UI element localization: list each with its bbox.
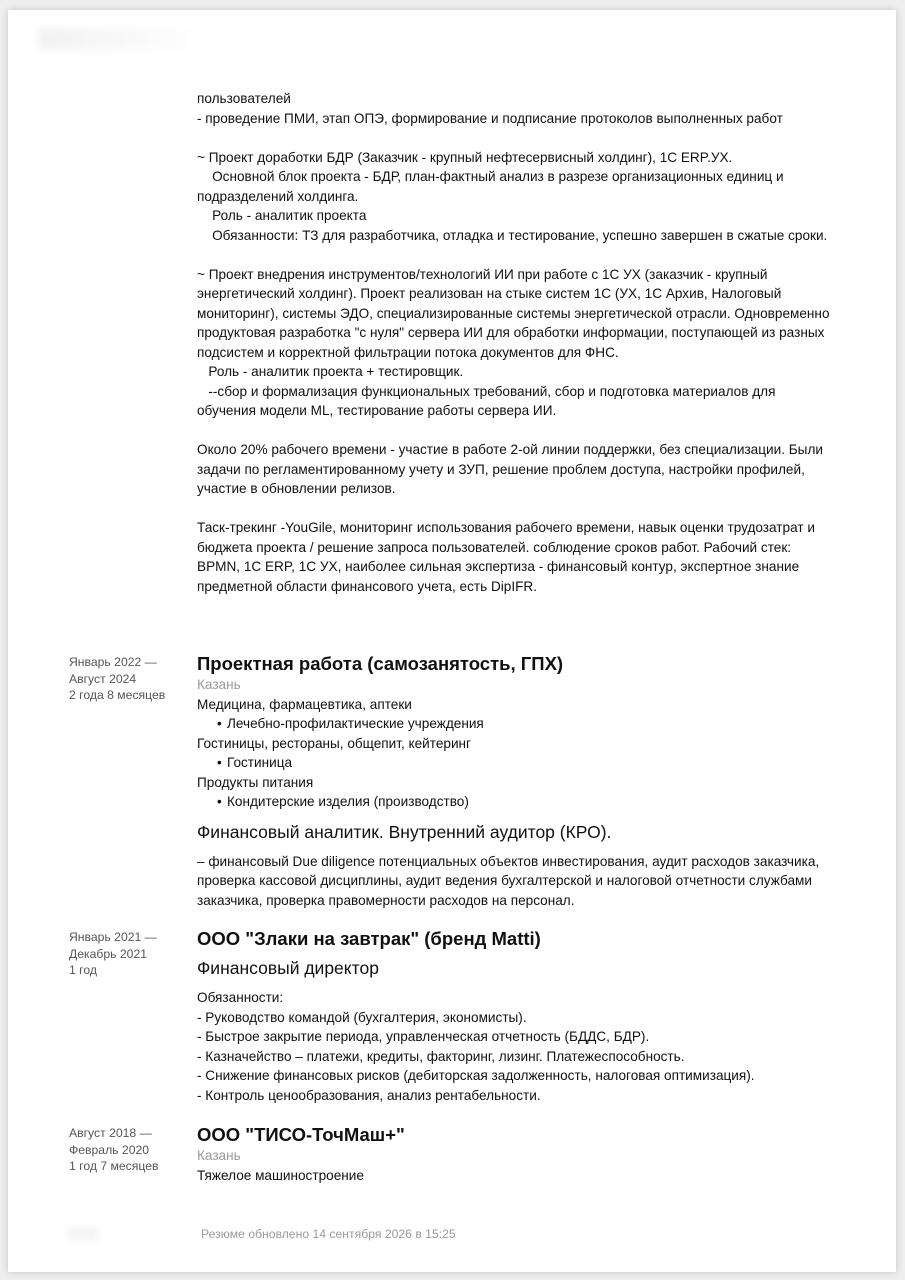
job-description-line: - Руководство командой (бухгалтерия, экономисты). [197, 1009, 527, 1025]
industry-name: Тяжелое машиностроение [197, 1167, 364, 1183]
period-start: Январь 2021 — [69, 930, 157, 944]
period-duration: 1 год [69, 963, 97, 977]
period-end: Февраль 2020 [69, 1142, 150, 1157]
period-end: Декабрь 2021 [69, 946, 148, 961]
job-period [69, 929, 189, 979]
description-line: - проведение ПМИ, этап ОПЭ, формирование и подписание протоколов выполненных работ [197, 110, 783, 126]
job-period [69, 1125, 189, 1175]
job-position: Финансовый аналитик. Внутренний аудитор (КРО). [197, 821, 612, 842]
job-entry [197, 653, 837, 910]
job-period [69, 654, 189, 704]
job-description-line: - Контроль ценообразования, анализ рентабельности. [197, 1087, 541, 1103]
company-name: ООО "ТИСО-ТочМаш+" [197, 1124, 405, 1145]
company-name: ООО "Злаки на завтрак" (бренд Matti) [197, 928, 541, 949]
industry-item: • Лечебно-профилактические учреждения [197, 714, 837, 734]
industry-name: Гостиницы, рестораны, общепит, кейтеринг [197, 735, 472, 751]
company-name: Проектная работа (самозанятость, ГПХ) [197, 653, 564, 674]
bullet-icon: • [217, 794, 222, 809]
bullet-icon: • [217, 755, 222, 770]
description-line: Роль - аналитик проекта + тестировщик. [197, 364, 464, 379]
previous-job-description [197, 89, 837, 596]
job-position: Финансовый директор [197, 958, 379, 978]
header-placeholder [38, 28, 208, 50]
footer-placeholder [68, 1227, 98, 1241]
industry-item: • Кондитерские изделия (производство) [197, 792, 837, 812]
period-start: Август 2018 — [69, 1126, 152, 1140]
description-line: ~ Проект внедрения инструментов/технологий ИИ при работе с 1С УХ (заказчик - крупный энергетический холдинг). Проект реализован на стыке систем 1С (УХ, 1С Архив, Налоговый мониторинг), системы ЭДО, специализированные системы энергетической отрасли. Одновременно продуктовая разработка "с нуля" сервера ИИ для обработки информации, поступающей из разных подсистем и корректной фильтрации потока документов для ФНС. [197, 266, 834, 360]
period-duration: 1 год 7 месяцев [69, 1159, 159, 1173]
industry-name: Медицина, фармацевтика, аптеки [197, 696, 412, 712]
job-description: – финансовый Due diligence потенциальных объектов инвестирования, аудит расходов заказчика, проверка кассовой дисциплины, аудит ведения бухгалтерской и налоговой отчетности службами заказчика, проверка правомерности расходов на персонал. [197, 853, 823, 908]
description-line: Роль - аналитик проекта [197, 208, 367, 223]
description-line: --сбор и формализация функциональных требований, сбор и подготовка материалов для обучения модели ML, тестирование работы сервера ИИ. [197, 383, 780, 418]
job-description-line: - Казначейство – платежи, кредиты, факторинг, лизинг. Платежеспособность. [197, 1048, 685, 1064]
period-duration: 2 года 8 месяцев [69, 688, 166, 702]
bullet-icon: • [217, 716, 222, 731]
job-entry [197, 928, 837, 1105]
industry-name: Продукты питания [197, 774, 314, 790]
job-description-line: Обязанности: [197, 990, 284, 1005]
job-description-line: - Быстрое закрытие периода, управленческая отчетность (БДДС, БДР). [197, 1029, 650, 1044]
description-line: Обязанности: ТЗ для разработчика, отладка и тестирование, успешно завершен в сжатые сроки. [197, 227, 828, 243]
company-city: Казань [197, 1148, 241, 1163]
job-description-line: - Снижение финансовых рисков (дебиторская задолженность, налоговая оптимизация). [197, 1068, 755, 1083]
description-line: пользователей [197, 91, 291, 106]
resume-page [8, 10, 896, 1272]
industry-item: • Гостиница [197, 753, 837, 773]
period-start: Январь 2022 — [69, 655, 157, 669]
description-line: Таск-трекинг -YouGile, мониторинг использования рабочего времени, навык оценки трудозатрат и бюджета проекта / решение запроса пользователей. соблюдение сроков работ. Рабочий стек: BPMN, 1С ERP, 1С УХ, наиболее сильная экспертиза - финансовый контур, экспертное знание предметной области финансового учета, есть DipIFR. [197, 520, 819, 594]
description-line: Основной блок проекта - БДР, план-фактный анализ в разрезе организационных единиц и подразделений холдинга. [197, 169, 788, 204]
company-city: Казань [197, 677, 241, 692]
description-line: Около 20% рабочего времени - участие в работе 2-ой линии поддержки, без специализации. Были задачи по регламентированному учету и ЗУП, решение проблем доступа, настройки профилей, участие в обновлении релизов. [197, 442, 827, 496]
resume-updated-note: Резюме обновлено 14 сентября 2026 в 15:25 [201, 1227, 456, 1241]
period-end: Август 2024 [69, 671, 137, 686]
description-line: ~ Проект доработки БДР (Заказчик - крупный нефтесервисный холдинг), 1С ERP.УХ. [197, 149, 733, 165]
job-entry [197, 1124, 837, 1185]
